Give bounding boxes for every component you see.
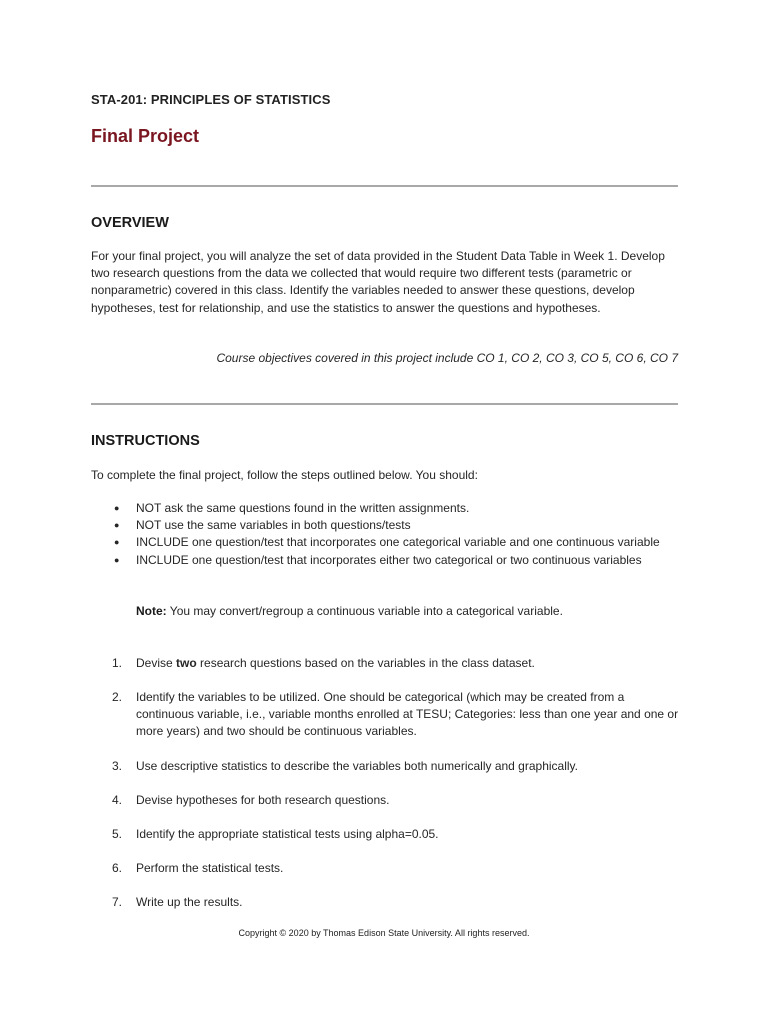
note-label: Note: — [136, 604, 167, 618]
note-text: You may convert/regroup a continuous variable into a categorical variable. — [166, 604, 563, 618]
step-text-part: Devise — [136, 656, 177, 670]
bullet-icon: ● — [114, 503, 120, 513]
step-text: Use descriptive statistics to describe the variables both numerically and graphically. — [136, 759, 578, 773]
step-number: 6. — [112, 861, 123, 875]
step-text-emphasis: two — [176, 656, 197, 670]
divider — [91, 403, 678, 405]
list-item — [91, 534, 678, 551]
bullet-icon: ● — [114, 537, 120, 548]
step-text-part: research questions based on the variables in the class dataset. — [196, 656, 535, 670]
instructions-heading: INSTRUCTIONS — [91, 433, 200, 449]
course-objectives: Course objectives covered in this project include CO 1, CO 2, CO 3, CO 5, CO 6, CO 7 — [216, 351, 678, 365]
step-text: Devise hypotheses for both research questions. — [136, 793, 390, 807]
copyright-footer: Copyright © 2020 by Thomas Edison State University. All rights reserved. — [238, 928, 530, 938]
step-text: Write up the results. — [136, 895, 243, 909]
course-title: STA-201: PRINCIPLES OF STATISTICS — [91, 92, 331, 107]
overview-body: For your final project, you will analyze the set of data provided in the Student Data Table in Week 1. Develop two research questions from the data we collected that would require two different tests (parametric or nonparametric) covered in this class. Identify the variables needed to answer these questions, develop hypotheses, test for relationship, and use the statistics to answer the questions and hypotheses. — [91, 249, 665, 315]
document-title: Final Project — [91, 126, 200, 146]
step-number: 2. — [112, 690, 123, 704]
step-text: Perform the statistical tests. — [136, 861, 284, 875]
list-item-text: INCLUDE one question/test that incorporates one categorical variable and one continuous variable — [136, 535, 660, 550]
requirements-list — [91, 500, 678, 569]
divider — [91, 185, 678, 187]
list-item — [91, 517, 678, 534]
list-item-text: NOT ask the same questions found in the written assignments. — [136, 501, 470, 515]
step-number: 4. — [112, 793, 123, 807]
list-item — [91, 500, 678, 517]
step-text: Identify the variables to be utilized. One should be categorical (which may be created from a continuous variable, i.e., variable months enrolled at TESU; Categories: less than one year and one or more years) and two should be continuous variables. — [136, 690, 679, 739]
step-text: Identify the appropriate statistical tests using alpha=0.05. — [136, 827, 439, 841]
step-number: 7. — [112, 895, 123, 909]
instructions-intro: To complete the final project, follow the steps outlined below. You should: — [91, 468, 478, 482]
note — [136, 603, 563, 620]
step-number: 3. — [112, 759, 123, 773]
list-item — [91, 552, 678, 569]
bullet-icon: ● — [114, 554, 120, 565]
step-number: 5. — [112, 827, 123, 841]
bullet-icon: ● — [114, 520, 120, 531]
list-item-text: NOT use the same variables in both questions/tests — [136, 518, 411, 533]
overview-heading: OVERVIEW — [91, 215, 169, 231]
step-number: 1. — [112, 656, 123, 670]
step-text — [136, 655, 681, 672]
list-item-text: INCLUDE one question/test that incorporates either two categorical or two continuous variables — [136, 552, 642, 567]
